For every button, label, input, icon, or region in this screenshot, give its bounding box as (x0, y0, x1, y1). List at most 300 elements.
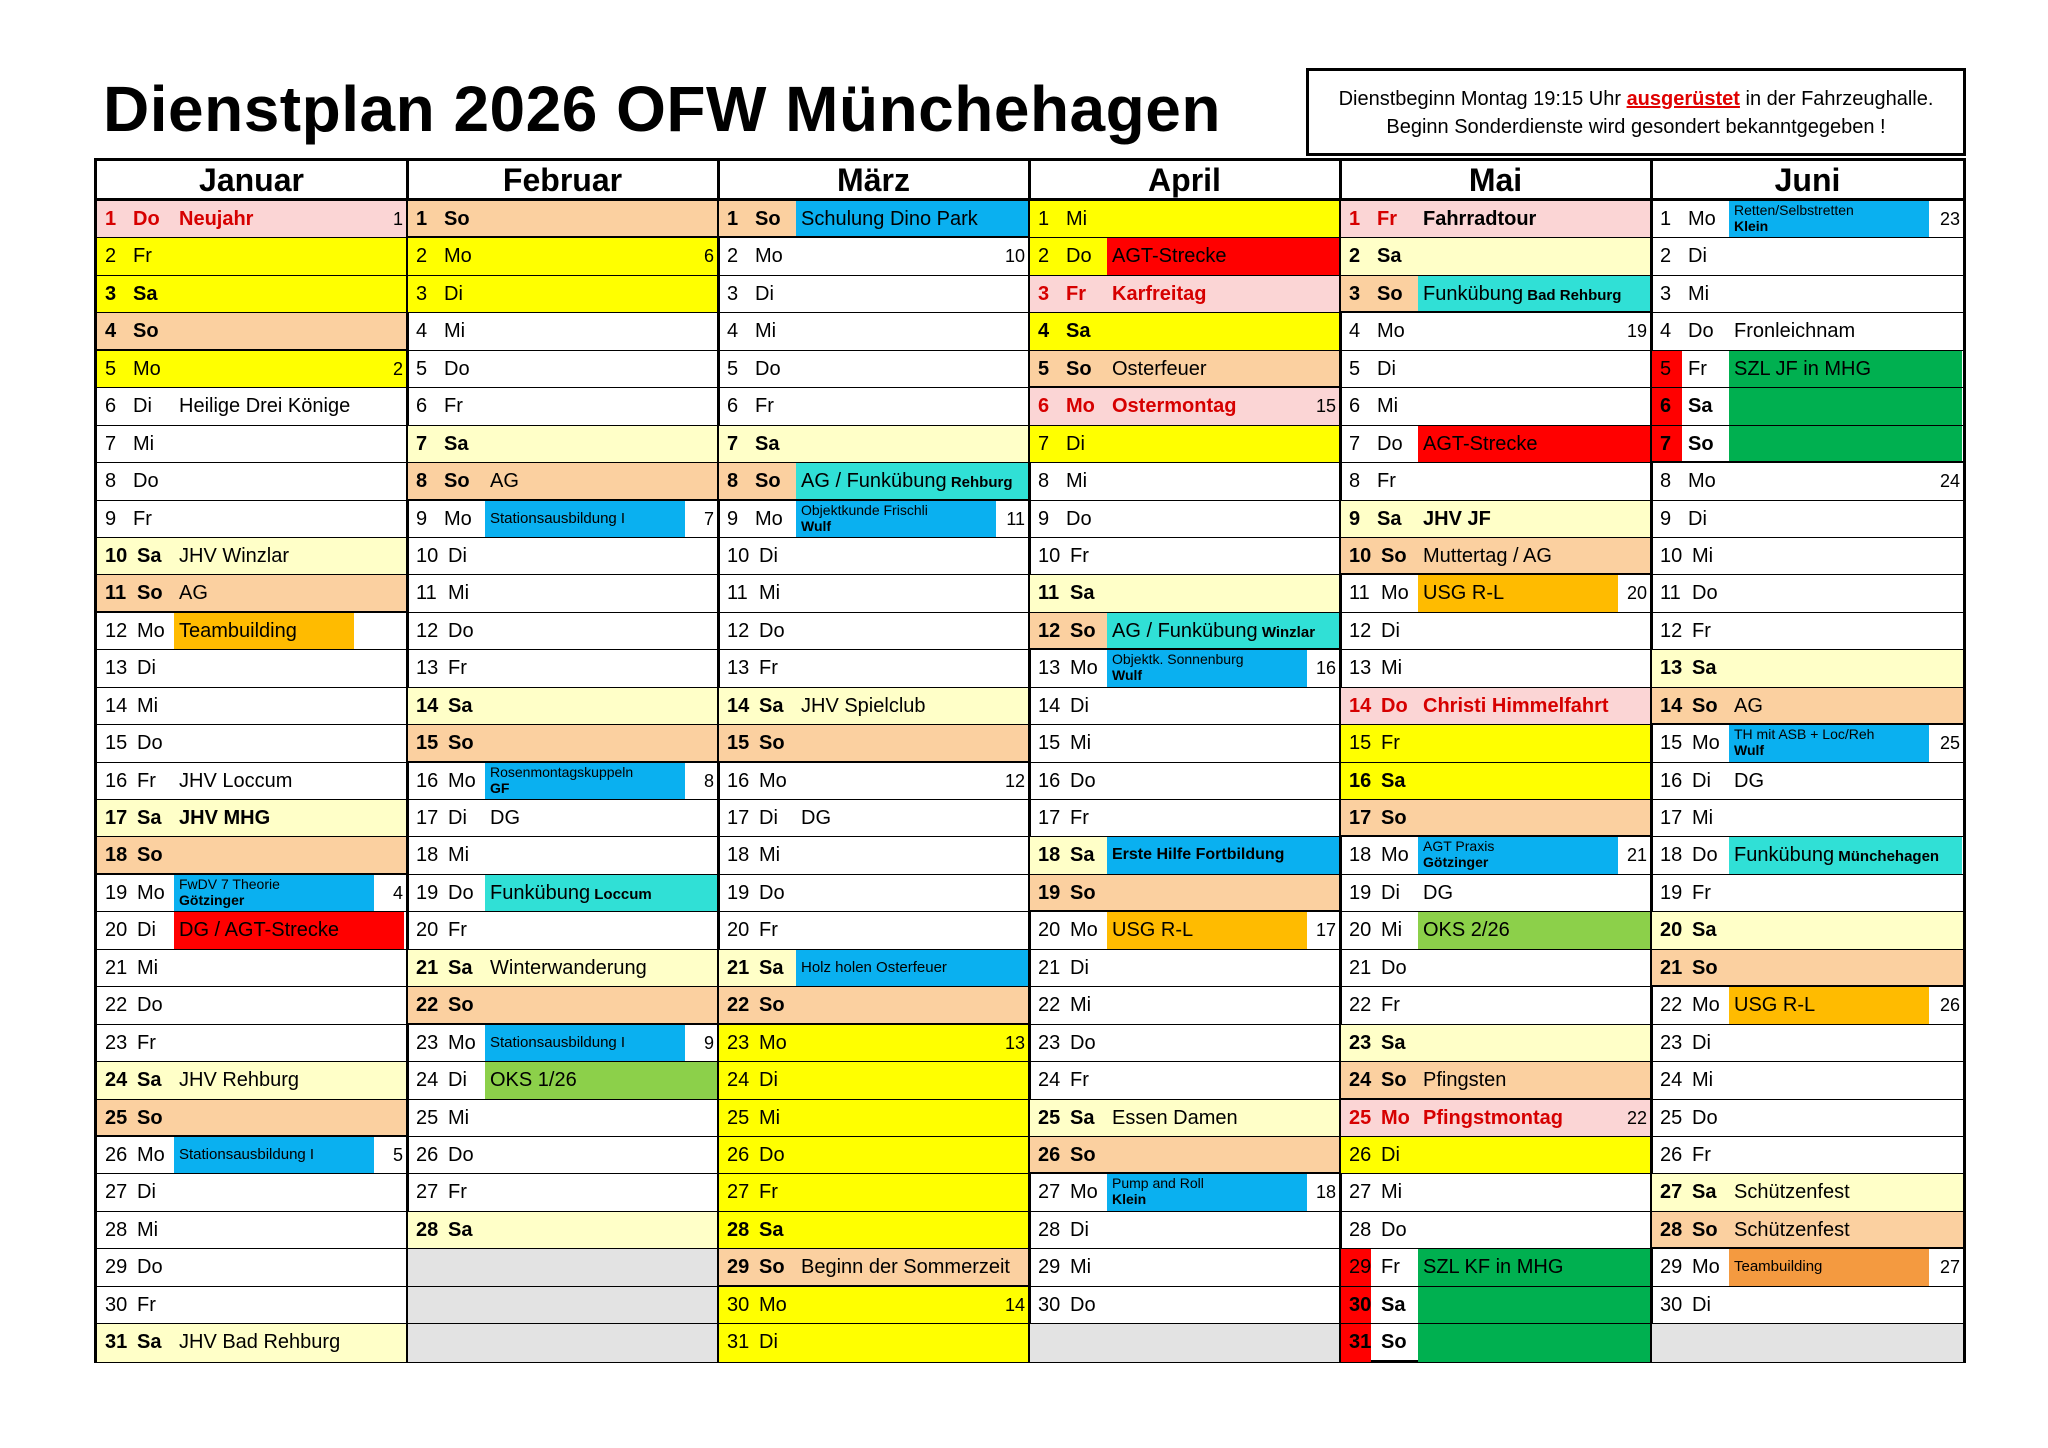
day-row (1652, 725, 1963, 762)
day-number: 7 (105, 432, 117, 455)
event-background (1418, 1324, 1650, 1361)
event-label (1108, 1174, 1312, 1210)
weekday: Di (1066, 432, 1085, 455)
day-row (1652, 501, 1963, 538)
day-row (1030, 1137, 1339, 1174)
event-title: FwDV 7 Theorie (179, 875, 280, 892)
day-row (97, 650, 406, 687)
day-number: 3 (727, 282, 739, 305)
day-number: 11 (1349, 582, 1370, 605)
weekday: Do (759, 881, 785, 904)
weekday: Do (137, 1256, 163, 1279)
weekday: So (1381, 1331, 1407, 1354)
weekday: Mo (448, 769, 476, 792)
day-number: 14 (727, 694, 750, 717)
day-number: 4 (727, 320, 739, 343)
event-title: Pump and Roll (1112, 1175, 1204, 1192)
event-label (1730, 688, 1963, 723)
event-title: Neujahr (179, 208, 254, 230)
day-number: 8 (1349, 470, 1361, 493)
weekday: Mi (1070, 994, 1092, 1017)
event-subtitle: Winzlar (1257, 623, 1316, 641)
day-row (1341, 501, 1650, 538)
day-number: 5 (105, 357, 117, 380)
weekday: Do (444, 357, 470, 380)
day-number: 21 (1038, 956, 1061, 979)
day-row (1652, 800, 1963, 837)
weekday: So (1381, 544, 1407, 567)
weekday: Sa (759, 694, 784, 717)
day-row (719, 912, 1028, 949)
event-title: SZL KF in MHG (1423, 1256, 1564, 1279)
event-label (1730, 313, 1963, 349)
day-number: 23 (1349, 1031, 1372, 1054)
day-row (1341, 950, 1650, 987)
week-number: 19 (1626, 321, 1647, 342)
day-row (1030, 1249, 1339, 1286)
day-number: 14 (105, 694, 128, 717)
day-number: 28 (416, 1218, 439, 1241)
event-title: Osterfeuer (1112, 357, 1207, 380)
weekday: Fr (1066, 282, 1086, 305)
event-label (486, 463, 717, 498)
day-number: 24 (105, 1069, 128, 1092)
day-number: 26 (1038, 1143, 1061, 1166)
day-number: 18 (105, 844, 128, 867)
event-title: JHV Winzlar (179, 544, 290, 567)
day-row (1341, 650, 1650, 687)
weekday: Fr (1381, 1256, 1400, 1279)
weekday: So (448, 994, 474, 1017)
event-subtitle: Götzinger (179, 891, 245, 908)
day-number: 5 (416, 357, 428, 380)
day-number: 3 (1660, 282, 1672, 305)
event-label (797, 950, 1028, 986)
weekday: So (1692, 1218, 1718, 1241)
day-row (1652, 426, 1963, 463)
event-label (1108, 912, 1312, 948)
day-row (1030, 201, 1339, 238)
week-number: 10 (1004, 246, 1025, 267)
weekday: So (1377, 282, 1403, 305)
day-row (1030, 313, 1339, 350)
event-label (175, 800, 406, 836)
month-column-mai (1341, 161, 1653, 1360)
day-row (97, 688, 406, 725)
weekday: So (137, 582, 163, 605)
day-row (1341, 426, 1650, 463)
day-row (408, 575, 717, 612)
week-number: 17 (1315, 920, 1336, 941)
event-title: AGT-Strecke (1423, 432, 1538, 455)
weekday: Mo (1066, 395, 1095, 418)
weekday: Mo (1692, 732, 1720, 755)
weekday: Sa (444, 432, 469, 455)
weekday: Do (1692, 844, 1718, 867)
event-label (175, 875, 379, 911)
weekday: So (755, 470, 781, 493)
weekday: Sa (1381, 1031, 1406, 1054)
day-row (408, 800, 717, 837)
day-number: 11 (105, 582, 127, 605)
event-background (1729, 388, 1962, 424)
day-number: 31 (1349, 1331, 1372, 1354)
event-label (1108, 613, 1339, 648)
day-row (408, 912, 717, 949)
week-number: 4 (392, 882, 403, 903)
week-number: 16 (1315, 658, 1336, 679)
empty-day-row (1652, 1324, 1963, 1361)
day-row (97, 1137, 406, 1174)
week-number: 12 (1004, 770, 1025, 791)
day-row (408, 1137, 717, 1174)
week-number: 20 (1626, 583, 1647, 604)
day-row (408, 950, 717, 987)
event-label (1419, 501, 1650, 537)
day-number: 27 (1349, 1181, 1372, 1204)
day-row (408, 837, 717, 874)
weekday: So (759, 732, 785, 755)
event-label (1419, 1062, 1650, 1097)
weekday: Sa (133, 282, 158, 305)
day-number: 15 (416, 732, 439, 755)
day-row (97, 725, 406, 762)
week-number: 24 (1939, 471, 1960, 492)
day-number: 14 (1038, 694, 1061, 717)
event-title: Funkübung (490, 881, 591, 904)
day-number: 11 (727, 582, 748, 605)
event-title: Teambuilding (1734, 1258, 1823, 1276)
day-number: 11 (416, 582, 437, 605)
event-label (1108, 1100, 1339, 1136)
day-number: 12 (1038, 619, 1061, 642)
event-title: Stationsausbildung I (179, 1145, 315, 1163)
event-title: Retten/Selbstretten (1734, 202, 1854, 218)
day-number: 22 (1660, 994, 1683, 1017)
day-number: 6 (416, 395, 428, 418)
day-row (1652, 463, 1963, 500)
day-number: 28 (1038, 1218, 1061, 1241)
weekday: So (444, 470, 470, 493)
day-row (719, 837, 1028, 874)
day-number: 24 (1349, 1069, 1372, 1092)
day-row (719, 987, 1028, 1024)
day-number: 15 (727, 732, 750, 755)
event-title: Winterwanderung (490, 956, 647, 979)
day-row (1652, 1174, 1963, 1211)
day-row (1652, 201, 1963, 238)
day-number: 25 (1038, 1106, 1061, 1129)
day-number: 25 (105, 1106, 128, 1129)
day-number: 23 (416, 1031, 439, 1054)
weekday: Mo (759, 1293, 787, 1316)
weekday: Fr (1692, 1143, 1711, 1166)
month-column-februar (408, 161, 720, 1360)
weekday: Fr (137, 769, 156, 792)
day-row (97, 912, 406, 949)
day-number: 23 (1660, 1031, 1683, 1054)
weekday: Do (448, 881, 474, 904)
day-number: 3 (1038, 282, 1050, 305)
day-number: 4 (105, 320, 117, 343)
day-number: 1 (105, 208, 117, 230)
day-row (97, 613, 406, 650)
week-number: 6 (703, 246, 714, 267)
event-label (486, 875, 717, 911)
day-number: 22 (105, 994, 128, 1017)
weekday: Do (1692, 582, 1718, 605)
event-label (1108, 837, 1339, 873)
day-number: 28 (1349, 1218, 1372, 1241)
day-row (408, 650, 717, 687)
weekday: Do (1381, 956, 1407, 979)
day-number: 6 (727, 395, 739, 418)
weekday: So (1692, 694, 1718, 717)
event-title: DG (1423, 881, 1453, 904)
day-row (1030, 238, 1339, 275)
event-label (1730, 987, 1934, 1023)
event-title: JHV JF (1423, 507, 1491, 530)
event-title: DG (490, 807, 520, 829)
weekday: Mo (137, 881, 165, 904)
weekday: Mo (1688, 208, 1716, 230)
day-row (408, 1174, 717, 1211)
weekday: Di (759, 807, 778, 829)
day-row (1652, 238, 1963, 275)
day-row (97, 1025, 406, 1062)
day-row (719, 688, 1028, 725)
event-label (175, 912, 406, 948)
event-title: Stationsausbildung I (490, 1033, 626, 1051)
event-label (175, 1137, 379, 1173)
event-label (1419, 875, 1650, 911)
day-row (719, 501, 1028, 538)
event-subtitle: Bad Rehburg (1523, 286, 1622, 304)
weekday: Sa (137, 544, 162, 567)
day-number: 16 (105, 769, 128, 792)
weekday: Mi (137, 694, 159, 717)
day-row (97, 763, 406, 800)
weekday: Di (137, 919, 156, 942)
weekday: Do (133, 470, 159, 493)
weekday: Mi (1066, 208, 1088, 230)
day-row (1341, 800, 1650, 837)
weekday: Mo (1381, 582, 1409, 605)
event-label (1730, 201, 1934, 237)
calendar-grid (94, 158, 1966, 1363)
day-row (719, 276, 1028, 313)
event-label (175, 201, 406, 237)
day-number: 12 (1349, 619, 1372, 642)
month-column-januar (97, 161, 409, 1360)
day-number: 5 (1660, 357, 1672, 380)
event-title: Objektkunde Frischli (801, 501, 928, 518)
day-number: 7 (1038, 432, 1050, 455)
day-number: 10 (1660, 544, 1683, 567)
week-number: 9 (703, 1032, 714, 1053)
week-number: 18 (1315, 1182, 1336, 1203)
day-number: 22 (416, 994, 439, 1017)
day-row (408, 1062, 717, 1099)
event-title: Pfingsten (1423, 1069, 1507, 1092)
weekday: Di (759, 1331, 778, 1354)
weekday: Mi (1070, 1256, 1092, 1279)
day-number: 15 (1349, 732, 1372, 755)
empty-day-row (408, 1287, 717, 1324)
event-subtitle: Wulf (1734, 742, 1765, 759)
day-number: 26 (416, 1143, 439, 1166)
day-number: 20 (727, 919, 750, 942)
day-row (1341, 388, 1650, 425)
day-row (1341, 201, 1650, 238)
day-number: 2 (1660, 245, 1672, 268)
event-title: Beginn der Sommerzeit (801, 1256, 1010, 1279)
month-header: März (719, 161, 1028, 201)
day-row (1652, 1137, 1963, 1174)
day-number: 20 (416, 919, 439, 942)
day-row (408, 538, 717, 575)
weekday: Fr (1070, 807, 1089, 829)
weekday: Do (133, 208, 160, 230)
weekday: Sa (1381, 1293, 1406, 1316)
day-number: 10 (105, 544, 128, 567)
weekday: Di (133, 395, 152, 418)
week-number: 8 (703, 770, 714, 791)
day-row (719, 1100, 1028, 1137)
day-number: 7 (416, 432, 428, 455)
weekday: Di (1381, 619, 1400, 642)
weekday: Fr (444, 395, 463, 418)
event-label (797, 1249, 1028, 1284)
event-label (486, 950, 717, 986)
weekday: Fr (133, 507, 152, 530)
event-label (1730, 837, 1963, 873)
month-header: Januar (97, 161, 406, 201)
day-row (97, 501, 406, 538)
day-number: 1 (416, 208, 428, 230)
day-row (408, 987, 717, 1024)
weekday: Fr (1377, 208, 1397, 230)
day-number: 11 (1038, 582, 1060, 605)
month-column-märz (719, 161, 1031, 1360)
day-row (1030, 1100, 1339, 1137)
event-title: Ostermontag (1112, 395, 1237, 418)
weekday: Fr (448, 919, 467, 942)
event-label (175, 575, 406, 610)
day-row (719, 950, 1028, 987)
day-number: 9 (1349, 507, 1361, 530)
empty-day-row (408, 1249, 717, 1286)
weekday: Di (137, 657, 156, 680)
weekday: Mi (1381, 919, 1403, 942)
day-number: 25 (1349, 1106, 1372, 1129)
weekday: So (1381, 807, 1407, 829)
day-number: 3 (416, 282, 428, 305)
day-row (1030, 912, 1339, 949)
weekday: Fr (1377, 470, 1396, 493)
day-number: 16 (727, 769, 750, 792)
day-row (1030, 276, 1339, 313)
weekday: Do (137, 994, 163, 1017)
weekday: Mi (1381, 1181, 1403, 1204)
event-title: Rosenmontagskuppeln (490, 763, 634, 780)
day-row (1030, 800, 1339, 837)
day-number: 13 (1660, 657, 1683, 680)
day-row (1652, 837, 1963, 874)
weekday: So (1692, 956, 1718, 979)
day-row (408, 763, 717, 800)
day-number: 13 (1038, 657, 1061, 680)
day-row (1030, 1212, 1339, 1249)
event-label (1419, 1100, 1650, 1136)
event-subtitle: Klein (1112, 1191, 1147, 1208)
day-row (97, 987, 406, 1024)
day-number: 24 (416, 1069, 439, 1092)
day-row (97, 1249, 406, 1286)
event-subtitle: Münchehagen (1834, 848, 1940, 866)
day-number: 23 (105, 1031, 128, 1054)
event-label (1730, 351, 1963, 387)
notice-text-before: Dienstbeginn Montag 19:15 Uhr (1338, 88, 1627, 110)
event-title: Schulung Dino Park (801, 208, 978, 230)
day-row (408, 201, 717, 238)
day-row (719, 1025, 1028, 1062)
weekday: Fr (137, 1031, 156, 1054)
event-label (1108, 351, 1339, 386)
weekday: Do (759, 619, 785, 642)
weekday: Mi (755, 320, 777, 343)
day-number: 18 (1660, 844, 1683, 867)
event-title: Schützenfest (1734, 1181, 1850, 1204)
day-number: 18 (416, 844, 439, 867)
day-row (97, 313, 406, 350)
day-number: 25 (416, 1106, 439, 1129)
day-row (1030, 987, 1339, 1024)
event-title: Stationsausbildung I (490, 509, 626, 527)
day-row (408, 725, 717, 762)
day-row (97, 950, 406, 987)
weekday: Mi (1692, 1069, 1714, 1092)
weekday: So (133, 320, 159, 343)
week-number: 13 (1004, 1032, 1025, 1053)
day-number: 26 (727, 1143, 750, 1166)
weekday: Mi (137, 956, 159, 979)
day-row (1030, 875, 1339, 912)
day-row (1030, 950, 1339, 987)
event-title: JHV MHG (179, 807, 271, 829)
weekday: Mi (1688, 282, 1710, 305)
event-background (1729, 426, 1962, 461)
day-row (1030, 688, 1339, 725)
event-title: DG / AGT-Strecke (179, 919, 340, 942)
day-number: 21 (1660, 956, 1683, 979)
weekday: Mo (1070, 919, 1098, 942)
day-number: 22 (727, 994, 750, 1017)
day-number: 15 (1038, 732, 1061, 755)
weekday: Sa (1377, 245, 1402, 268)
week-number: 21 (1626, 845, 1647, 866)
day-number: 1 (1349, 208, 1361, 230)
event-title: Erste Hilfe Fortbildung (1112, 846, 1285, 864)
event-title: DG (1734, 769, 1764, 792)
day-row (719, 1287, 1028, 1324)
day-number: 24 (727, 1069, 750, 1092)
day-number: 8 (1038, 470, 1050, 493)
weekday: Mi (1066, 470, 1088, 493)
weekday: Fr (1692, 619, 1711, 642)
day-number: 16 (416, 769, 439, 792)
day-row (97, 1287, 406, 1324)
